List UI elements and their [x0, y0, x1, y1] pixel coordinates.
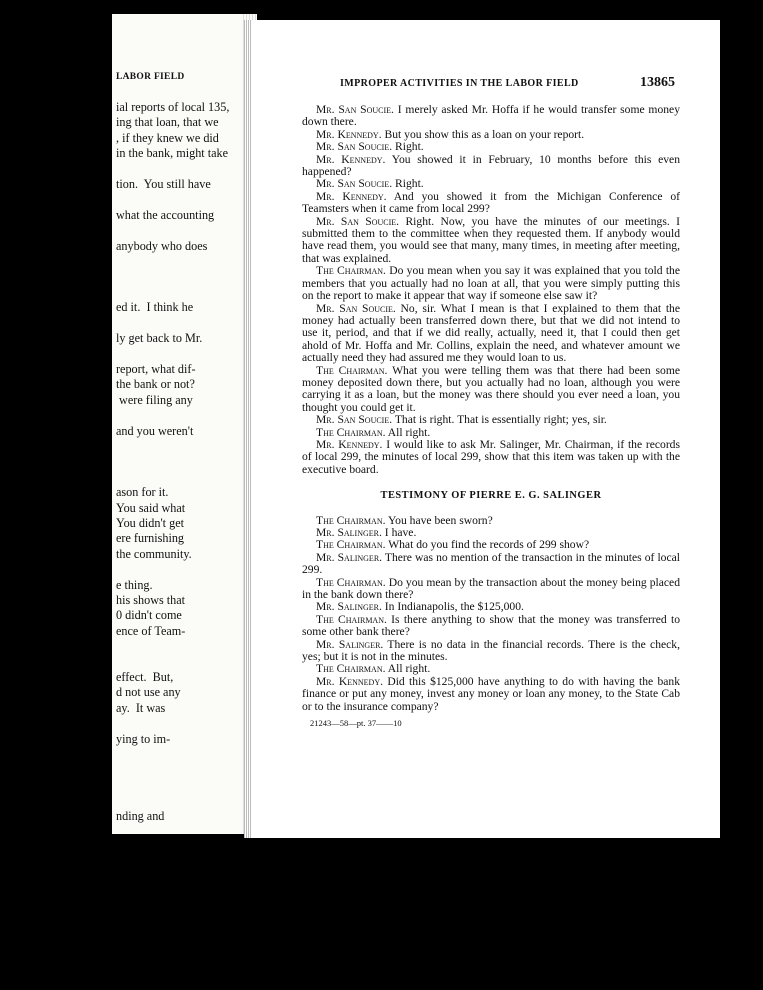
left-text-line: ason for it.: [116, 485, 169, 500]
left-text-line: [116, 223, 246, 238]
paragraph: Mr. San Soucie. Right.: [316, 140, 424, 154]
left-text-line: [116, 793, 246, 808]
left-text-line: ay. It was: [116, 700, 166, 715]
running-header: IMPROPER ACTIVITIES IN THE LABOR FIELD: [340, 78, 579, 89]
left-text-line: [116, 747, 246, 762]
left-text-line: [116, 454, 246, 469]
left-text-line: what the accounting: [116, 207, 215, 222]
left-text-line: ly get back to Mr.: [116, 331, 203, 346]
left-text-line: [116, 762, 246, 777]
paragraph: Mr. San Soucie. No, sir. What I mean is that I explained to them that the money had actually been transferred down there, but that we did not intend to use it, period, and that if we did really, actually, need it, that I could then get ahold of Mr. Hoffa and Mr. Collins, explain the need, and whatever amount we actually need they had assured me they would loan to us.: [302, 301, 680, 365]
section-title: TESTIMONY OF PIERRE E. G. SALINGER: [380, 490, 602, 502]
left-text-line: [116, 655, 246, 670]
left-text-line: d not use any: [116, 685, 181, 700]
left-text-line: [116, 408, 246, 423]
paragraph: The Chairman. You have been sworn?: [316, 513, 493, 527]
paragraph: The Chairman. Is there anything to show that the money was transferred to some other bank there?: [302, 612, 680, 639]
paragraph: Mr. San Soucie. Right.: [316, 177, 424, 191]
print-signature: 21243—58—pt. 37——10: [310, 718, 402, 729]
paragraph: Mr. Kennedy. I would like to ask Mr. Salinger, Mr. Chairman, if the records of local 299, the minutes of local 299, show that this item was taken up with the executive board.: [302, 437, 680, 476]
left-text-line: [116, 269, 246, 284]
left-text-line: [116, 639, 246, 654]
left-text-line: ing that loan, that we: [116, 115, 219, 130]
paragraph: The Chairman. What do you find the records of 299 show?: [316, 538, 590, 552]
left-text-line: 0 didn't come: [116, 608, 182, 623]
left-text-line: , if they knew we did: [116, 130, 219, 145]
left-text-line: ere furnishing: [116, 531, 185, 546]
left-text-line: in the bank, might take: [116, 146, 229, 161]
paragraph: The Chairman. All right.: [316, 662, 431, 676]
paragraph: Mr. Kennedy. You showed it in February, 10 months before this even happened?: [302, 152, 680, 179]
left-text-line: [116, 162, 246, 177]
paragraph: Mr. Kennedy. But you show this as a loan on your report.: [316, 127, 585, 141]
left-text-line: [116, 347, 246, 362]
left-text-line: ed it. I think he: [116, 300, 194, 315]
left-text-line: [116, 192, 246, 207]
left-text-line: [116, 778, 246, 793]
left-text-line: [116, 439, 246, 454]
left-text-line: his shows that: [116, 593, 186, 607]
left-text-line: the bank or not?: [116, 377, 195, 392]
paragraph: The Chairman. What you were telling them was that there had been some money deposited down there, but you actually had no loan, although you were carrying it as a loan, but the money was there should you ever need a loan, you thought you could get it.: [302, 363, 681, 414]
left-text-line: anybody who does: [116, 238, 208, 253]
paragraph: The Chairman. Do you mean by the transaction about the money being placed in the bank down there?: [302, 575, 680, 602]
paragraph: Mr. Salinger. There is no data in the financial records. There is the check, yes; but it is not in the minutes.: [302, 637, 680, 664]
paragraph: Mr. San Soucie. That is right. That is essentially right; yes, sir.: [316, 413, 607, 427]
left-text-line: [116, 285, 246, 300]
paragraph: The Chairman. Do you mean when you say it was explained that you told the members that you actually had no loan at all, that you were simply putting this on the report to make it appear that way if someone else saw it?: [302, 264, 680, 303]
left-text-line: the community.: [116, 546, 192, 561]
paragraph: Mr. Kennedy. And you showed it from the Michigan Conference of Teamsters when it came from local 299?: [302, 189, 680, 216]
left-text-line: ial reports of local 135,: [116, 100, 230, 114]
left-text-line: [116, 562, 246, 577]
left-text-line: nding and: [116, 808, 165, 823]
paragraph: The Chairman. All right.: [316, 425, 431, 439]
left-text-line: You said what: [116, 500, 186, 515]
left-text-line: You didn't get: [116, 515, 184, 530]
left-running-header: LABOR FIELD: [116, 72, 185, 82]
right-page: [244, 20, 720, 838]
left-text-line: [116, 716, 246, 731]
scanner-border-left: [0, 0, 112, 990]
left-text-line: [116, 254, 246, 269]
page-number: 13865: [640, 75, 675, 90]
paragraph: Mr. San Soucie. I merely asked Mr. Hoffa if he would transfer some money down there.: [302, 103, 680, 129]
left-text-line: e thing.: [116, 577, 153, 592]
left-text-line: ying to im-: [116, 731, 171, 746]
left-text-line: report, what dif-: [116, 361, 196, 376]
left-text-line: [116, 470, 246, 485]
left-text-line: and you weren't: [116, 423, 194, 438]
left-text-line: effect. But,: [116, 670, 174, 685]
page-edge: [244, 20, 252, 838]
paragraph: Mr. Kennedy. Did this $125,000 have anything to do with having the bank finance or put any money, invest any money or loan any money, to the State Cab or to the insurance company?: [302, 674, 680, 713]
left-text-line: [116, 316, 246, 331]
left-text-line: were filing any: [116, 392, 193, 407]
left-page: [112, 14, 259, 834]
scanner-border-bottom: [112, 838, 763, 990]
left-page-text: [116, 100, 246, 901]
left-text-line: tion. You still have: [116, 177, 211, 192]
paragraph: Mr. Salinger. I have.: [316, 526, 417, 539]
paragraph: Mr. Salinger. There was no mention of the transaction in the minutes of local 299.: [302, 550, 680, 577]
paragraph: Mr. San Soucie. Right. Now, you have the minutes of our meetings. I submitted them to the committee when they requested them. If anybody would have read them, you would see that many, many times, in meeting after meeting, that was explained.: [302, 214, 680, 265]
paragraph: Mr. Salinger. In Indianapolis, the $125,000.: [316, 600, 524, 614]
left-text-line: ence of Team-: [116, 623, 186, 638]
page-body: [302, 104, 680, 730]
